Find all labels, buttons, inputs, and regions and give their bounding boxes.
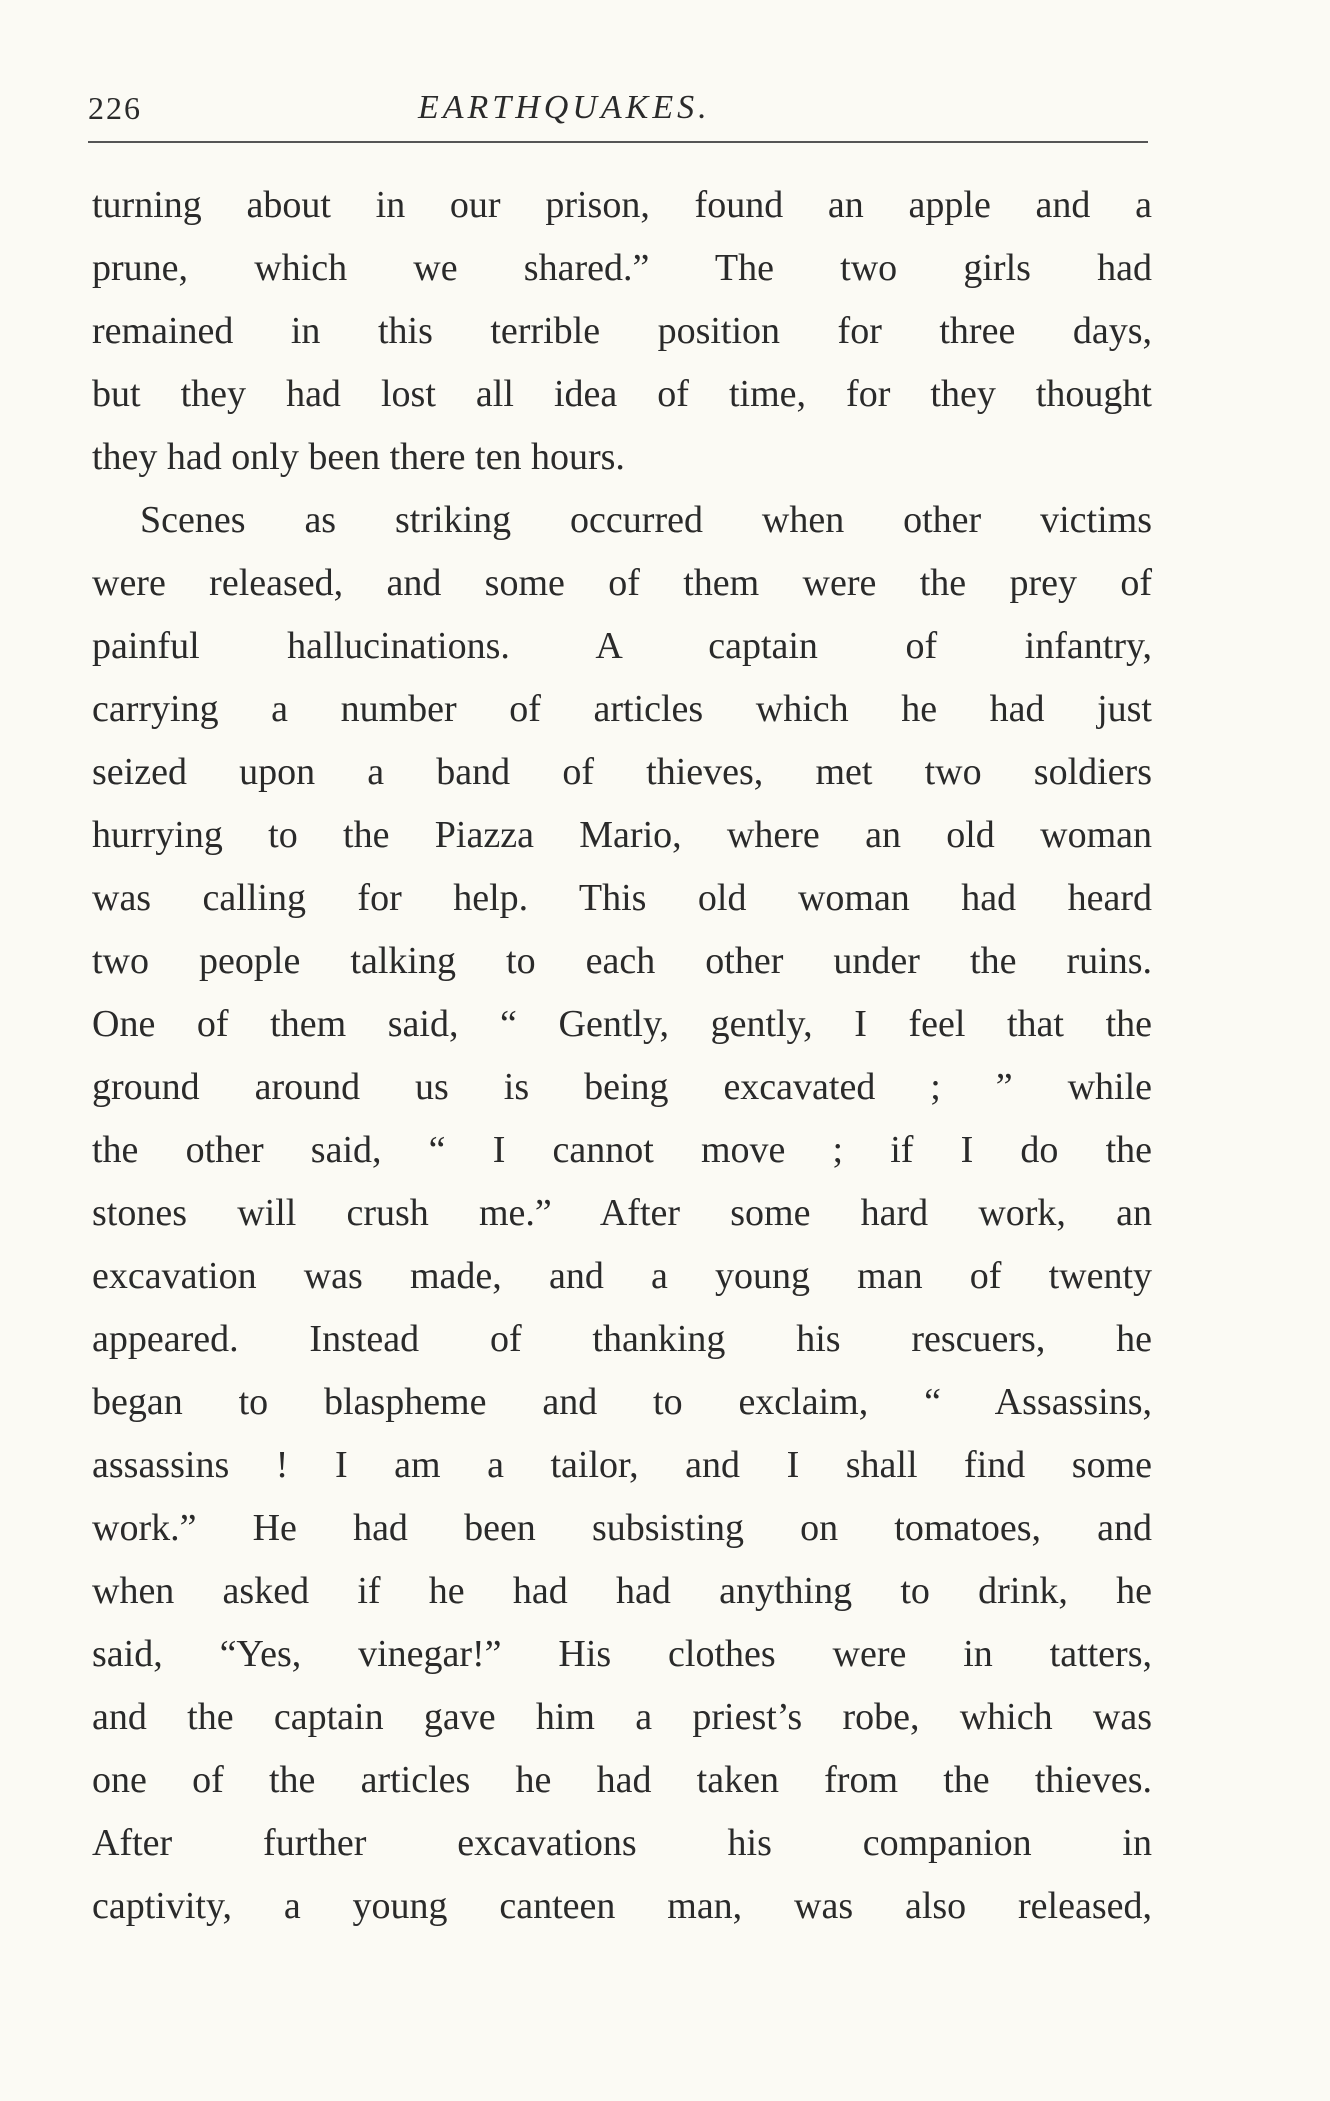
text-line: prune, which we shared.” The two girls had: [92, 247, 1152, 289]
text-line: appeared. Instead of thanking his rescuers, he: [92, 1318, 1152, 1360]
text-line: were released, and some of them were the prey of: [92, 562, 1152, 604]
text-line: painful hallucinations. A captain of infantry,: [92, 625, 1152, 667]
text-line: one of the articles he had taken from the thieves.: [92, 1759, 1152, 1801]
text-line: they had only been there ten hours.: [92, 436, 625, 478]
text-line: but they had lost all idea of time, for they thought: [92, 373, 1152, 415]
running-head: [88, 78, 1148, 138]
running-title: EARTHQUAKES.: [418, 89, 711, 126]
text-line: After further excavations his companion in: [92, 1822, 1152, 1864]
header-rule: [88, 141, 1148, 143]
text-line: two people talking to each other under the ruins.: [92, 940, 1152, 982]
text-line: excavation was made, and a young man of twenty: [92, 1255, 1152, 1297]
text-line: was calling for help. This old woman had heard: [92, 877, 1152, 919]
text-line: turning about in our prison, found an apple and a: [92, 184, 1152, 226]
text-line: work.” He had been subsisting on tomatoes, and: [92, 1507, 1152, 1549]
body-text: [92, 174, 1152, 1938]
text-line: began to blaspheme and to exclaim, “ Assassins,: [92, 1381, 1152, 1423]
page-number: 226: [88, 90, 142, 126]
text-line: stones will crush me.” After some hard work, an: [92, 1192, 1152, 1234]
text-line: remained in this terrible position for three days,: [92, 310, 1152, 352]
text-line: Scenes as striking occurred when other victims: [140, 499, 1152, 541]
text-line: hurrying to the Piazza Mario, where an old woman: [92, 814, 1152, 856]
text-line: and the captain gave him a priest’s robe, which was: [92, 1696, 1152, 1738]
text-line: ground around us is being excavated ; ” while: [92, 1066, 1152, 1108]
text-line: when asked if he had had anything to drink, he: [92, 1570, 1152, 1612]
text-line: assassins ! I am a tailor, and I shall find some: [92, 1444, 1152, 1486]
text-line: said, “Yes, vinegar!” His clothes were in tatters,: [92, 1633, 1152, 1675]
text-line: One of them said, “ Gently, gently, I feel that the: [92, 1003, 1152, 1045]
text-line: the other said, “ I cannot move ; if I do the: [92, 1129, 1152, 1171]
text-line: carrying a number of articles which he had just: [92, 688, 1152, 730]
text-line: captivity, a young canteen man, was also released,: [92, 1885, 1152, 1927]
text-line: seized upon a band of thieves, met two soldiers: [92, 751, 1152, 793]
